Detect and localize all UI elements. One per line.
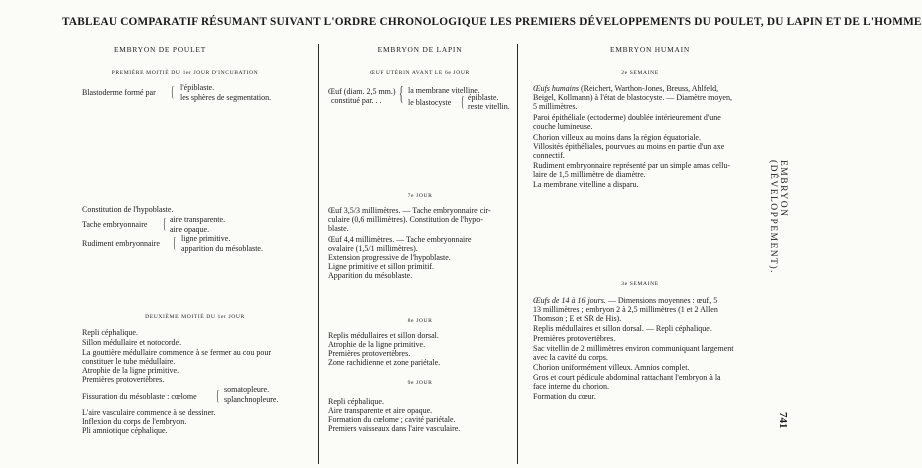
list-item: Zone rachidienne et zone pariétale.: [328, 358, 441, 367]
oeuf-item: la membrane vitelline.: [408, 86, 480, 95]
list-item: Atrophie de la ligne primitive.: [328, 340, 426, 349]
list-item: Atrophie de la ligne primitive.: [82, 366, 180, 375]
list-item: Inflexion du corps de l'embryon.: [82, 417, 187, 426]
list-item: Pli amniotique céphalique.: [82, 426, 168, 435]
list-item: Paroi épithéliale (ectoderme) doublée intérieurement d'une: [533, 113, 721, 122]
section-heading-lapin-2: 7e JOUR: [407, 193, 433, 199]
list-item: Ligne primitive et sillon primitif.: [328, 262, 434, 271]
list-item: avec la cavité du corps.: [533, 353, 608, 362]
column-header-poulet: EMBRYON DE POULET: [113, 45, 207, 54]
list-item: Formation du cœur.: [533, 392, 596, 401]
blastoderme-label: Blastoderme formé par: [82, 88, 156, 97]
oeuf-line: constitué par. . .: [331, 96, 382, 105]
brace: {: [461, 94, 465, 110]
fissuration-item: somatopleure.: [224, 385, 270, 394]
list-item: Rudiment embryonnaire représenté par un simple amas cellu-: [533, 161, 731, 170]
section-heading-lapin-1: ŒUF UTÉRIN AVANT LE 6e JOUR: [370, 70, 470, 76]
oeuf-item: le blastocyste: [408, 98, 452, 107]
species-emphasis: Œufs de 14 à 16 jours.: [533, 296, 606, 305]
list-item: constituer le tube médullaire.: [82, 357, 176, 366]
list-item: Repli céphalique.: [82, 328, 138, 337]
list-item: ovalaire (1,5/1 millimètres).: [328, 244, 418, 253]
blastocyste-item: épiblaste.: [468, 93, 499, 102]
blastoderme-item: l'épiblaste.: [180, 83, 215, 92]
list-item: couche lumineuse.: [533, 122, 593, 131]
tache-item: aire opaque.: [170, 225, 210, 234]
column-header-humain: EMBRYON HUMAIN: [610, 45, 690, 54]
column-divider-left: [318, 44, 319, 464]
section-heading-poulet-2: DEUXIÈME MOITIÉ DU 1er JOUR: [145, 314, 245, 320]
list-item: laire de 1,5 millimètre de diamètre.: [533, 170, 646, 179]
list-item: Sac vitellin de 2 millimètres environ communiquant largement: [533, 344, 734, 353]
running-head: EMBRYON (DÉVELOPPEMENT).: [768, 160, 788, 274]
tache-label: Tache embryonnaire: [82, 220, 148, 229]
oeuf-line: Œuf (diam. 2,5 mm.): [328, 87, 396, 96]
list-item: connectif.: [533, 151, 565, 160]
species-emphasis: Œufs humains: [533, 84, 579, 93]
list-item: Œuf 4,4 millimètres. — Tache embryonnaire: [328, 235, 472, 244]
brace: {: [399, 83, 404, 105]
list-item: Sillon médullaire et notocorde.: [82, 338, 182, 347]
list-item: Premières protovertèbres.: [82, 375, 165, 384]
column-divider-right: [517, 44, 518, 464]
list-item: culaire (0,6 millimètres). Constitution de l'hypo-: [328, 215, 483, 224]
list-item-text: (Reichert, Warthon-Jones, Breuss, Ahlfeld,: [579, 84, 719, 93]
list-item: Œuf 3,5/3 millimètres. — Tache embryonnaire cir-: [328, 206, 491, 215]
list-item: Villosités épithéliales, pourvues au moins en partie d'un axe: [533, 142, 725, 151]
tache-item: aire transparente.: [170, 215, 226, 224]
brace: {: [173, 235, 177, 251]
page-number: 741: [777, 412, 789, 429]
list-item: Thomson ; E et SR de His).: [533, 314, 622, 323]
list-item: Chorion uniformément villeux. Amnios complet.: [533, 363, 690, 372]
rudiment-item: ligne primitive.: [181, 234, 231, 243]
rudiment-label: Rudiment embryonnaire: [82, 239, 160, 248]
page-title: TABLEAU COMPARATIF RÉSUMANT SUIVANT L'ORDRE CHRONOLOGIQUE LES PREMIERS DÉVELOPPEMENTS DU POULET, DU LAPIN ET DE L'HOMME: [62, 16, 922, 28]
list-item: Gros et court pédicule abdominal rattachant l'embryon à la: [533, 373, 721, 382]
list-item: blaste.: [328, 224, 349, 233]
list-item: Premières protovertèbres.: [328, 349, 411, 358]
brace: {: [171, 84, 175, 100]
section-heading-lapin-3: 8e JOUR: [407, 318, 433, 324]
section-heading-humain-1: 2e SEMAINE: [621, 70, 659, 76]
list-item: Premières protovertèbres.: [533, 334, 616, 343]
list-item: 5 millimètres.: [533, 102, 578, 111]
list-item: Beigel, Kollmann) à l'état de blastocyste. — Diamètre moyen,: [533, 93, 732, 102]
blastoderme-item: les sphères de segmentation.: [180, 93, 272, 102]
list-item: face interne du chorion.: [533, 382, 609, 391]
list-item: Premiers vaisseaux dans l'aire vasculaire.: [328, 424, 461, 433]
list-item: Chorion villeux au moins dans la région équatoriale.: [533, 133, 701, 142]
list-item: Repli céphalique.: [328, 397, 384, 406]
list-item: Formation du cœlome ; cavité pariétale.: [328, 415, 456, 424]
list-item: Replis médullaires et sillon dorsal.: [328, 331, 439, 340]
list-item: L'aire vasculaire commence à se dessiner.: [82, 408, 216, 417]
fissuration-item: splanchnopleure.: [224, 395, 279, 404]
fissuration-label: Fissuration du mésoblaste : cœlome: [82, 392, 197, 401]
rudiment-item: apparition du mésoblaste.: [181, 244, 263, 253]
list-item: Extension progressive de l'hypoblaste.: [328, 253, 451, 262]
brace: {: [216, 388, 220, 404]
blastocyste-item: reste vitellin.: [468, 102, 510, 111]
section-heading-lapin-4: 9e JOUR: [407, 380, 433, 386]
hypoblaste-line: Constitution de l'hypoblaste.: [82, 205, 174, 214]
section-heading-humain-2: 3e SEMAINE: [621, 281, 659, 287]
list-item: 13 millimètres ; embryon 2 à 2,5 millimètres (1 et 2 Allen: [533, 305, 718, 314]
list-item: Aire transparente et aire opaque.: [328, 406, 433, 415]
column-header-lapin: EMBRYON DE LAPIN: [377, 45, 463, 54]
list-item: La gouttière médullaire commence à se fermer au cou pour: [82, 348, 272, 357]
brace: {: [163, 216, 167, 232]
section-heading-poulet-1: PREMIÈRE MOITIÉ DU 1er JOUR D'INCUBATION: [111, 70, 259, 76]
list-item: Replis médullaires et sillon dorsal. — Repli céphalique.: [533, 324, 712, 333]
list-item-text: — Dimensions moyennes : œuf, 5: [605, 296, 718, 305]
list-item: Apparition du mésoblaste.: [328, 271, 413, 280]
list-item: La membrane vitelline a disparu.: [533, 180, 639, 189]
